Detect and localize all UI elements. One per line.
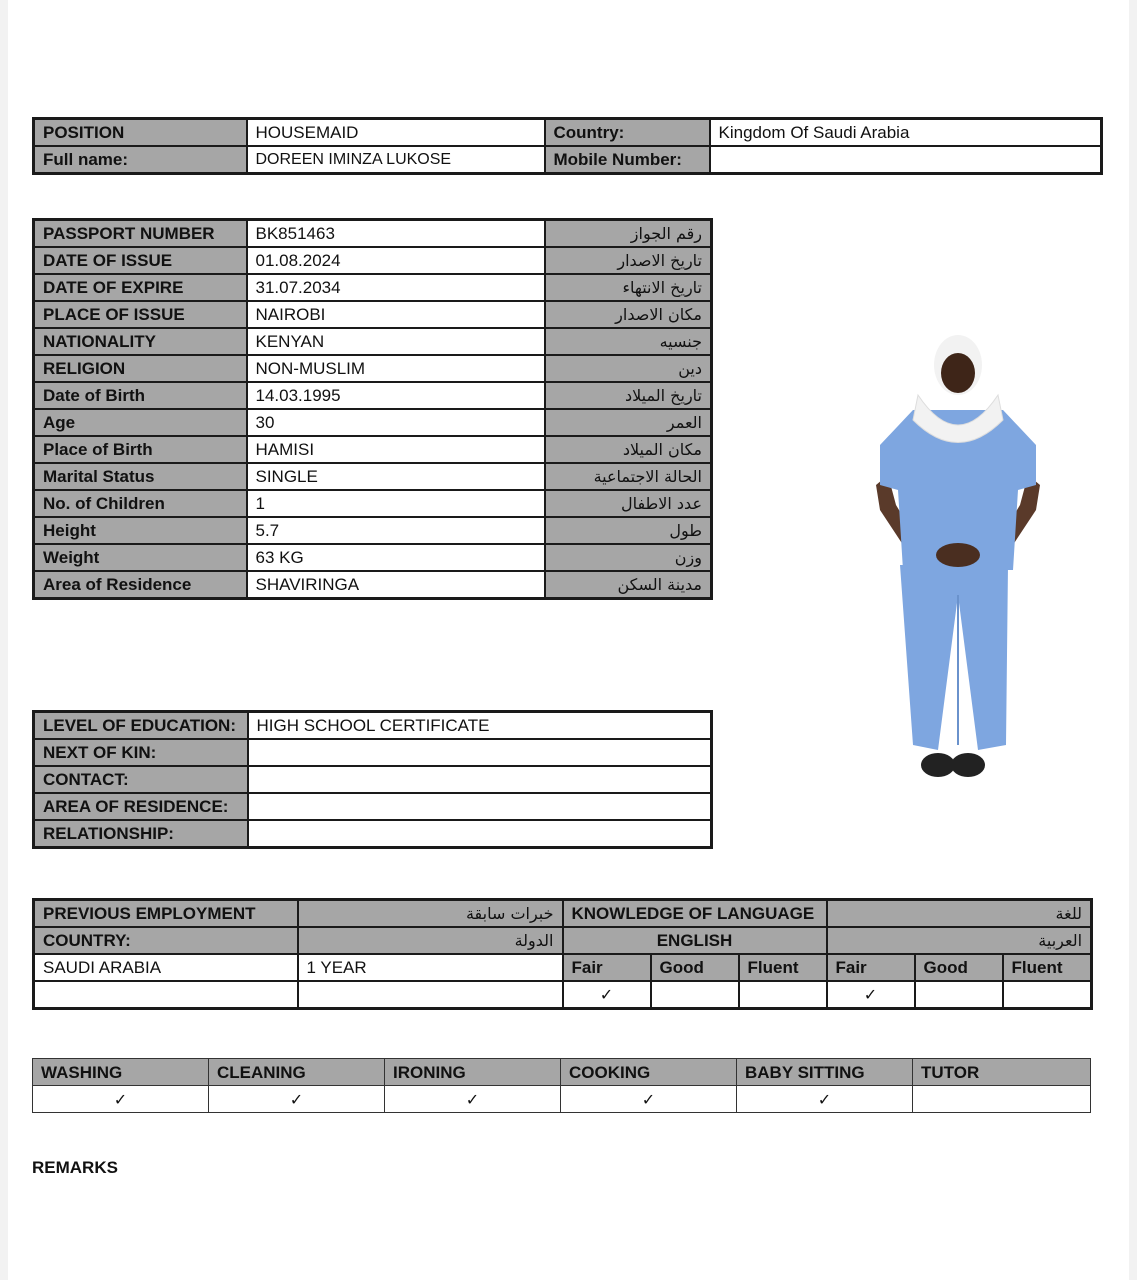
personal-value: SHAVIRINGA — [247, 571, 545, 599]
education-label: CONTACT: — [34, 766, 248, 793]
personal-label: Place of Birth — [34, 436, 247, 463]
personal-label: DATE OF EXPIRE — [34, 274, 247, 301]
empty-cell — [298, 981, 563, 1009]
knowledge-of-language-label: KNOWLEDGE OF LANGUAGE — [563, 900, 827, 928]
personal-label: Age — [34, 409, 247, 436]
skill-checkmark: ✓ — [33, 1086, 209, 1113]
personal-value: NAIROBI — [247, 301, 545, 328]
skill-label: TUTOR — [913, 1059, 1091, 1086]
personal-value: SINGLE — [247, 463, 545, 490]
table-row — [34, 490, 712, 517]
personal-value: 5.7 — [247, 517, 545, 544]
education-table — [32, 710, 713, 849]
table-row — [34, 712, 712, 740]
personal-value: 01.08.2024 — [247, 247, 545, 274]
table-row — [34, 382, 712, 409]
previous-employment-arabic: خبرات سابقة — [298, 900, 563, 928]
arabic-fluent-cell — [1003, 981, 1092, 1009]
skill-checkmark: ✓ — [209, 1086, 385, 1113]
skill-checkmark: ✓ — [385, 1086, 561, 1113]
education-label: RELATIONSHIP: — [34, 820, 248, 848]
personal-label: RELIGION — [34, 355, 247, 382]
personal-value: KENYAN — [247, 328, 545, 355]
skill-checkmark: ✓ — [561, 1086, 737, 1113]
personal-value: NON-MUSLIM — [247, 355, 545, 382]
education-value — [248, 739, 712, 766]
table-row — [34, 355, 712, 382]
mobile-label: Mobile Number: — [545, 146, 710, 174]
english-good-label: Good — [651, 954, 739, 981]
arabic-good-cell — [915, 981, 1003, 1009]
skills-table — [32, 1058, 1091, 1113]
personal-value: BK851463 — [247, 220, 545, 248]
personal-arabic-label: تاريخ الانتهاء — [545, 274, 712, 301]
english-fluent-label: Fluent — [739, 954, 827, 981]
table-row — [34, 517, 712, 544]
table-row — [34, 981, 1092, 1009]
mobile-value — [710, 146, 1102, 174]
country-label: COUNTRY: — [34, 927, 298, 954]
personal-label: PLACE OF ISSUE — [34, 301, 247, 328]
personal-arabic-label: تاريخ الاصدار — [545, 247, 712, 274]
personal-arabic-label: العمر — [545, 409, 712, 436]
empty-cell — [34, 981, 298, 1009]
education-label: NEXT OF KIN: — [34, 739, 248, 766]
personal-arabic-label: دين — [545, 355, 712, 382]
arabic-language-label: العربية — [827, 927, 1092, 954]
personal-arabic-label: الحالة الاجتماعية — [545, 463, 712, 490]
country-arabic-label: الدولة — [298, 927, 563, 954]
skill-label: IRONING — [385, 1059, 561, 1086]
english-label: ENGLISH — [563, 927, 827, 954]
skill-label: BABY SITTING — [737, 1059, 913, 1086]
table-row — [34, 820, 712, 848]
personal-value: 63 KG — [247, 544, 545, 571]
employment-country-value: SAUDI ARABIA — [34, 954, 298, 981]
personal-label: Area of Residence — [34, 571, 247, 599]
fullname-value: DOREEN IMINZA LUKOSE — [247, 146, 545, 174]
table-row — [34, 793, 712, 820]
position-label: POSITION — [34, 119, 247, 147]
table-row — [34, 436, 712, 463]
table-row — [33, 1059, 1091, 1086]
education-value — [248, 766, 712, 793]
personal-arabic-label: مكان الاصدار — [545, 301, 712, 328]
table-row — [33, 1086, 1091, 1113]
personal-value: 30 — [247, 409, 545, 436]
position-value: HOUSEMAID — [247, 119, 545, 147]
personal-arabic-label: طول — [545, 517, 712, 544]
country-label: Country: — [545, 119, 710, 147]
education-value: HIGH SCHOOL CERTIFICATE — [248, 712, 712, 740]
personal-arabic-label: جنسيه — [545, 328, 712, 355]
table-row — [34, 119, 1102, 147]
arabic-fluent-label: Fluent — [1003, 954, 1092, 981]
table-row — [34, 954, 1092, 981]
education-label: AREA OF RESIDENCE: — [34, 793, 248, 820]
personal-label: Marital Status — [34, 463, 247, 490]
skill-label: CLEANING — [209, 1059, 385, 1086]
table-row — [34, 220, 712, 248]
personal-arabic-label: تاريخ الميلاد — [545, 382, 712, 409]
header-table — [32, 117, 1103, 175]
table-row — [34, 571, 712, 599]
table-row — [34, 463, 712, 490]
education-value — [248, 820, 712, 848]
table-row — [34, 766, 712, 793]
table-row — [34, 274, 712, 301]
arabic-fair-label: Fair — [827, 954, 915, 981]
personal-label: No. of Children — [34, 490, 247, 517]
english-fair-label: Fair — [563, 954, 651, 981]
english-fluent-cell — [739, 981, 827, 1009]
remarks-label: REMARKS — [32, 1158, 118, 1177]
personal-label: Weight — [34, 544, 247, 571]
personal-label: Height — [34, 517, 247, 544]
personal-value: HAMISI — [247, 436, 545, 463]
table-row — [34, 247, 712, 274]
personal-arabic-label: عدد الاطفال — [545, 490, 712, 517]
skill-checkmark — [913, 1086, 1091, 1113]
personal-label: NATIONALITY — [34, 328, 247, 355]
table-row — [34, 900, 1092, 928]
skill-checkmark: ✓ — [737, 1086, 913, 1113]
arabic-fair-checkmark: ✓ — [827, 981, 915, 1009]
language-arabic-label: للغة — [827, 900, 1092, 928]
table-row — [34, 927, 1092, 954]
personal-value: 1 — [247, 490, 545, 517]
education-label: LEVEL OF EDUCATION: — [34, 712, 248, 740]
personal-label: DATE OF ISSUE — [34, 247, 247, 274]
cv-page — [8, 0, 1129, 1280]
table-row — [34, 301, 712, 328]
skill-label: COOKING — [561, 1059, 737, 1086]
table-row — [34, 739, 712, 766]
candidate-photo — [858, 325, 1058, 795]
personal-arabic-label: مكان الميلاد — [545, 436, 712, 463]
table-row — [34, 544, 712, 571]
arabic-good-label: Good — [915, 954, 1003, 981]
employment-language-table — [32, 898, 1093, 1010]
personal-arabic-label: وزن — [545, 544, 712, 571]
previous-employment-label: PREVIOUS EMPLOYMENT — [34, 900, 298, 928]
personal-value: 31.07.2034 — [247, 274, 545, 301]
personal-label: Date of Birth — [34, 382, 247, 409]
english-good-cell — [651, 981, 739, 1009]
table-row — [34, 409, 712, 436]
english-fair-checkmark: ✓ — [563, 981, 651, 1009]
personal-value: 14.03.1995 — [247, 382, 545, 409]
table-row — [34, 146, 1102, 174]
personal-details-table — [32, 218, 713, 600]
employment-duration-value: 1 YEAR — [298, 954, 563, 981]
country-value: Kingdom Of Saudi Arabia — [710, 119, 1102, 147]
education-value — [248, 793, 712, 820]
personal-label: PASSPORT NUMBER — [34, 220, 247, 248]
fullname-label: Full name: — [34, 146, 247, 174]
table-row — [34, 328, 712, 355]
personal-arabic-label: مدينة السكن — [545, 571, 712, 599]
pants-shape — [900, 565, 1008, 750]
skill-label: WASHING — [33, 1059, 209, 1086]
personal-arabic-label: رقم الجواز — [545, 220, 712, 248]
